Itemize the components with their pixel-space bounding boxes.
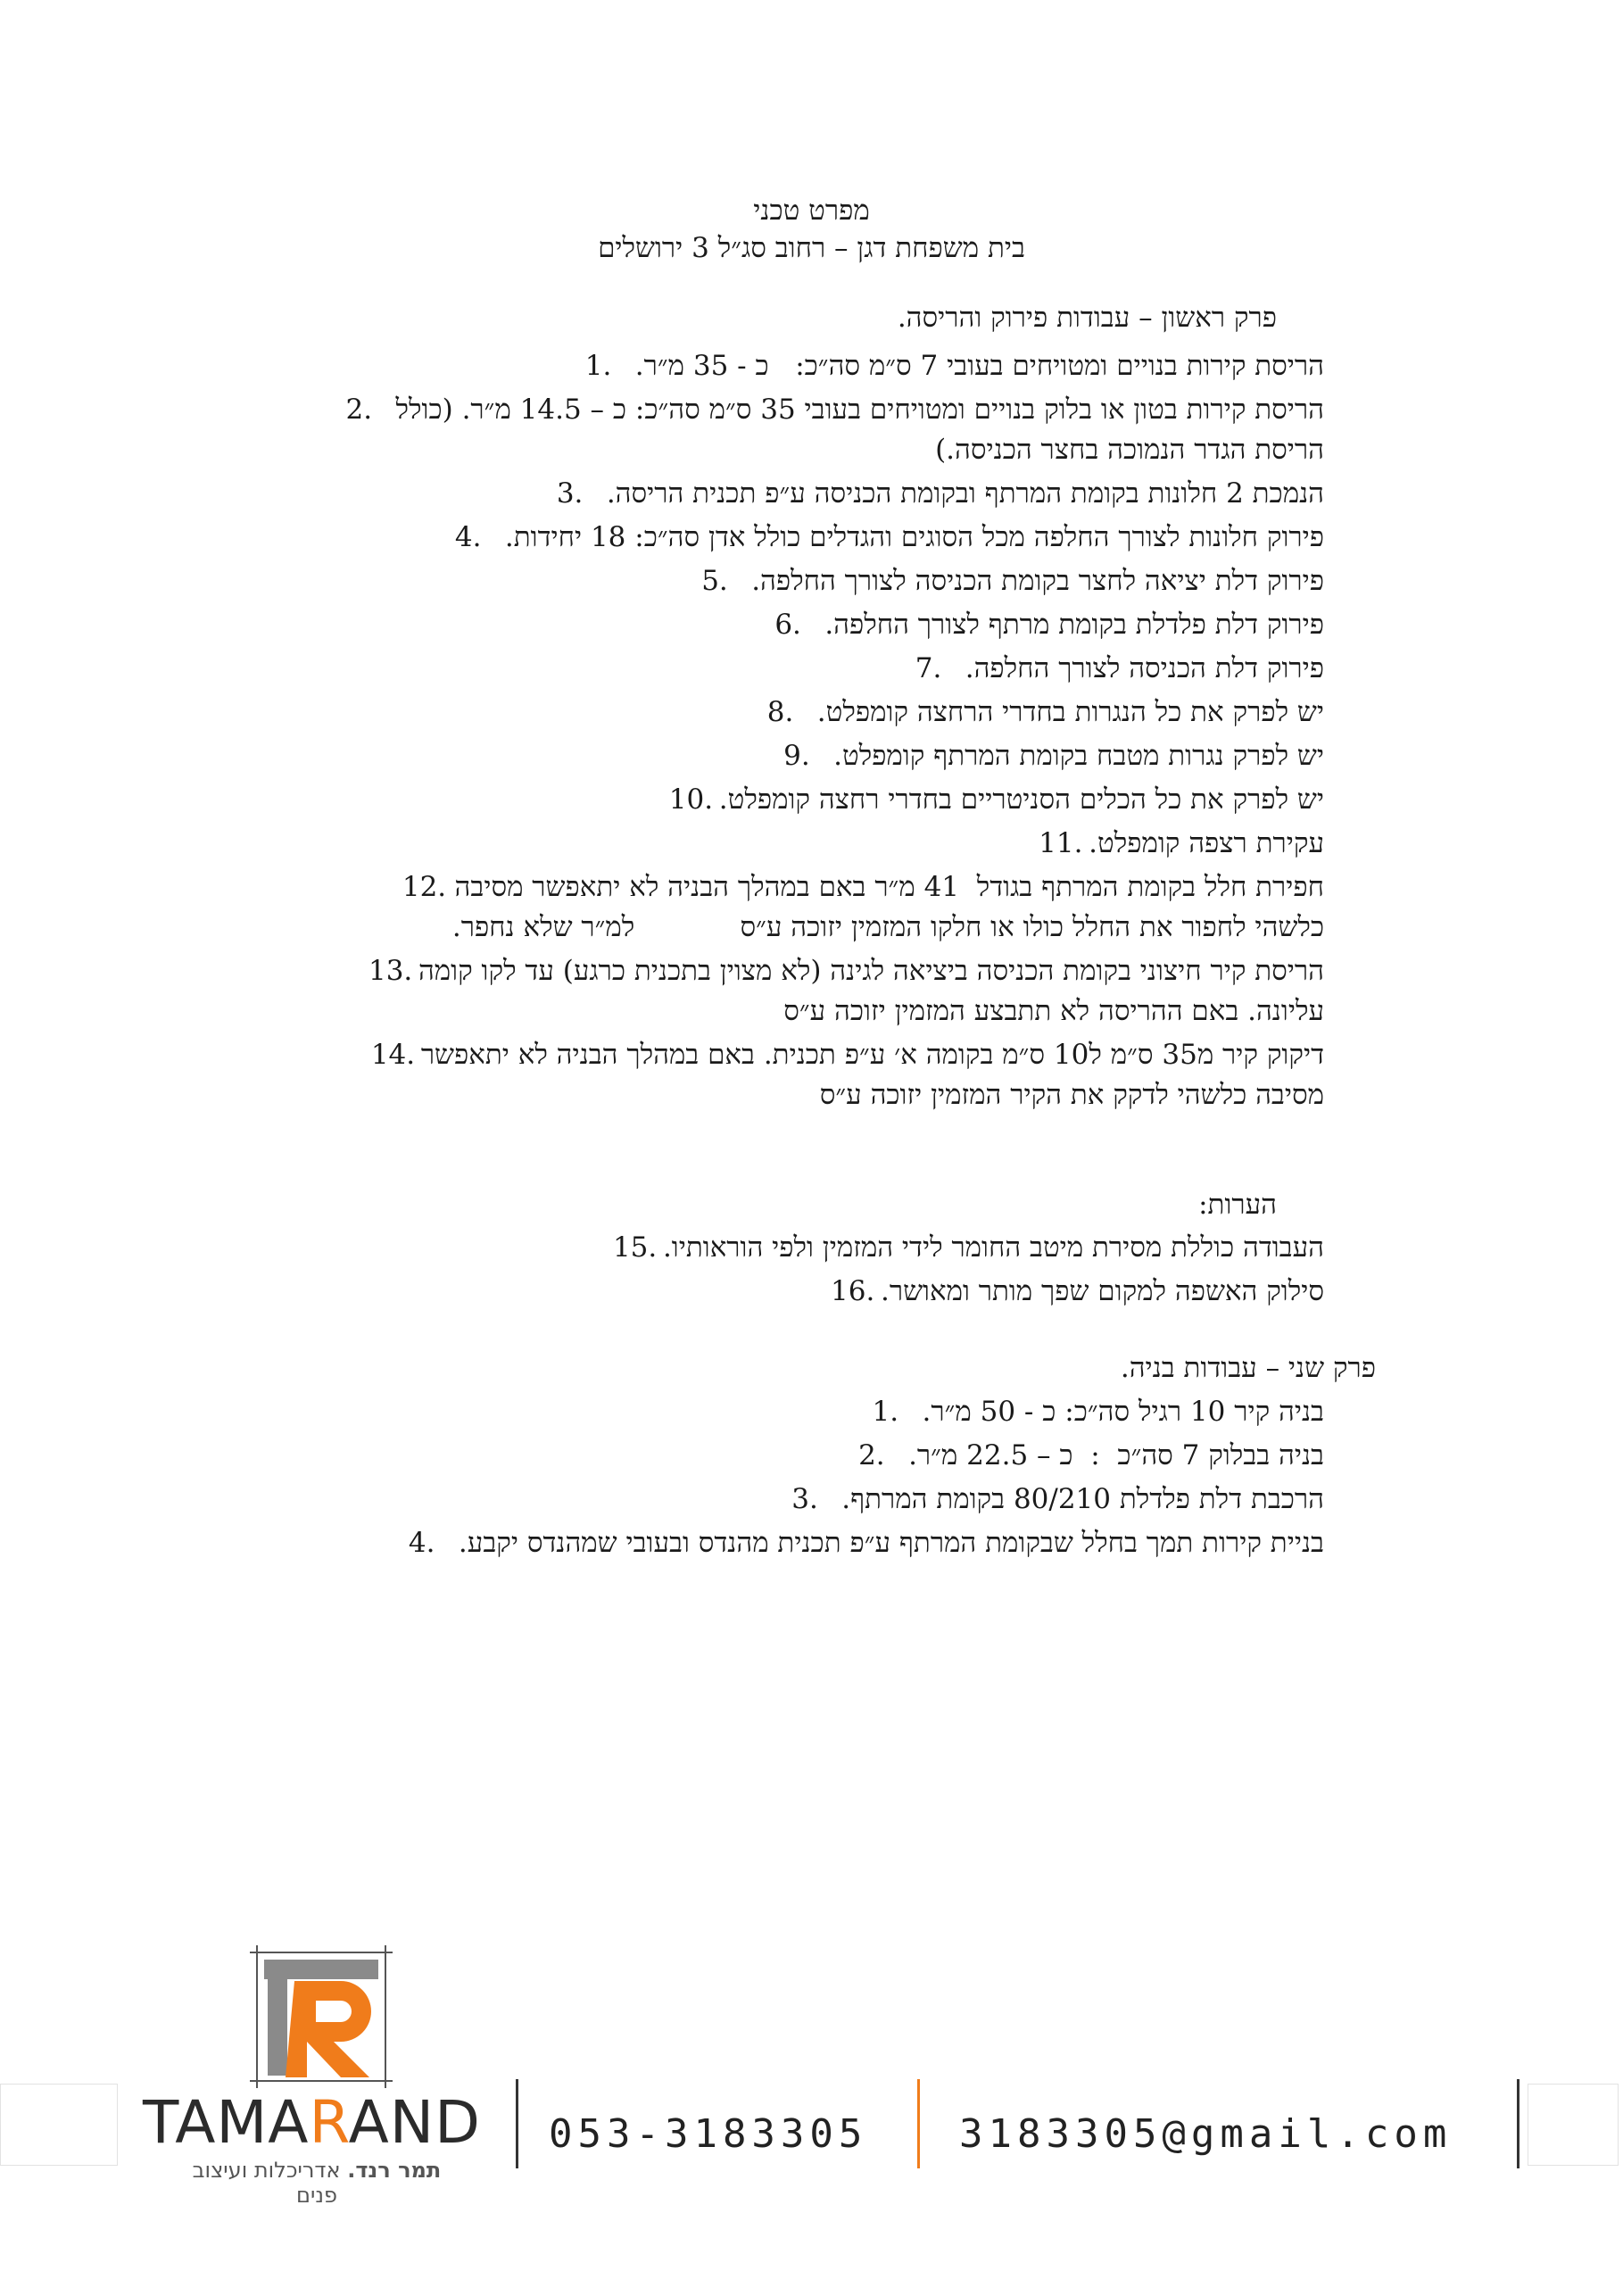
list-item-number: 8. (766, 696, 794, 728)
section2-heading: פרק שני – עבודות בניה. (1120, 1352, 1376, 1384)
list-item-number: 4. (408, 1527, 435, 1559)
list-item-text (1089, 824, 1324, 864)
list-item (774, 605, 1324, 645)
list-item (858, 1436, 1324, 1476)
list-item-text (421, 1035, 1324, 1115)
list-item-text (452, 867, 1324, 948)
list-item (346, 390, 1324, 470)
brand-text-r: R (309, 2088, 349, 2157)
list-item (915, 649, 1324, 689)
list-item-number: 14. (370, 1039, 416, 1071)
list-item-line: בניה קיר 10 רגיל סה״כ: כ - 50 מ״ר. (922, 1396, 1324, 1428)
list-item (767, 692, 1324, 733)
list-item-text (505, 518, 1324, 558)
list-item (701, 561, 1324, 601)
list-item (455, 518, 1324, 558)
list-item-number: 2. (345, 394, 373, 426)
list-item-text (841, 1480, 1324, 1520)
list-item-line: בניה בבלוק 7 סה״כ : כ – 22.5 מ״ר. (908, 1439, 1324, 1471)
list-item-line: עקירת רצפה קומפלט. (1089, 827, 1324, 859)
brand-text-left: TAMA (143, 2088, 310, 2157)
list-item-text (635, 346, 1324, 386)
section2-list (4, 1392, 1324, 1571)
list-item-text (965, 649, 1324, 689)
list-item-number: 7. (915, 652, 942, 684)
list-item-text (824, 605, 1324, 645)
list-item-line: הריסת קיר חיצוני בקומת הכניסה ביציאה לגינה (לא מצוין בתכנית כרגע) עד לקו קומה (418, 955, 1324, 987)
grid-decoration-left (0, 2084, 118, 2166)
section1-list (4, 346, 1324, 1111)
list-item-text (719, 780, 1324, 820)
document-title: מפרט טכני (753, 195, 870, 227)
list-item-text (751, 561, 1324, 601)
list-item-line: הרכבת דלת פלדלת 80/210 בקומת המרתף. (841, 1483, 1324, 1515)
list-item (873, 1392, 1324, 1432)
document-subtitle: בית משפחת דגן – רחוב סג״ל 3 ירושלים (598, 232, 1025, 264)
brand-wordmark (143, 2088, 481, 2157)
list-item-number: 10. (668, 783, 714, 816)
list-item-line: בניית קירות תמך בחלל שבקומת המרתף ע״פ תכנית מהנדס ובעובי שמהנדס יקבע. (458, 1527, 1324, 1559)
list-item-line: יש לפרק נגרות מטבח בקומת המרתף קומפלט. (833, 740, 1324, 772)
list-item-line: פירוק דלת יציאה לחצר בקומת הכניסה לצורך החלפה. (751, 565, 1324, 597)
section1-heading: פרק ראשון – עבודות פירוק והריסה. (897, 302, 1277, 334)
list-item-number: 5. (701, 565, 728, 597)
list-item (368, 951, 1324, 1032)
list-item (402, 867, 1324, 948)
list-item (613, 1228, 1324, 1268)
list-item-line: הריסת קירות בנויים ומטויחים בעובי 7 ס״מ סה״כ: כ - 35 מ״ר. (634, 350, 1324, 382)
list-item-text (663, 1228, 1324, 1268)
divider-1 (516, 2079, 518, 2168)
list-item (669, 780, 1324, 820)
list-item-text (881, 1272, 1324, 1312)
list-item-line: יש לפרק את כל הכלים הסניטריים בחדרי רחצה קומפלט. (718, 783, 1324, 816)
list-item-text (459, 1523, 1324, 1563)
list-item-number: 1. (872, 1396, 899, 1428)
divider-3 (1517, 2079, 1519, 2168)
list-item-number: 12. (402, 871, 447, 903)
list-item-line: מסיבה כלשהי לדקק את הקיר המזמין יזוכה ע״ס (819, 1079, 1324, 1111)
brand-tagline (174, 2158, 460, 2208)
list-item-text (396, 390, 1324, 470)
list-item-number: 11. (1039, 827, 1083, 859)
list-item-line: פירוק חלונות לצורך החלפה מכל הסוגים והגדלים כולל אדן סה״כ: 18 יחידות. (504, 521, 1324, 553)
list-item-text (607, 474, 1324, 514)
list-item-line: העבודה כוללת מסירת מיטב החומר לידי המזמין ולפי הוראותיו. (662, 1231, 1324, 1264)
list-item-number: 15. (612, 1231, 658, 1264)
list-item (1039, 824, 1324, 864)
brand-text-right: AND (348, 2088, 481, 2157)
list-item (791, 1480, 1324, 1520)
list-item-line: הריסת קירות בטון או בלוק בנויים ומטויחים בעובי 35 ס״מ סה״כ: כ – 14.5 מ״ר. (כולל (395, 394, 1324, 426)
list-item-line: עליונה. באם ההריסה לא תתבצע המזמין יזוכה ע״ס (783, 995, 1324, 1027)
list-item (557, 474, 1324, 514)
list-item-number: 3. (556, 477, 584, 510)
list-item-text (817, 692, 1324, 733)
list-item-text (833, 736, 1324, 776)
list-item-line: יש לפרק את כל הנגרות בחדרי הרחצה קומפלט. (816, 696, 1324, 728)
list-item-text (908, 1436, 1324, 1476)
list-item-line: חפירת חלל בקומת המרתף בגודל 41 מ״ר באם במהלך הבניה לא יתאפשר מסיבה (454, 871, 1324, 903)
list-item-line: הריסת הגדר הנמוכה בחצר הכניסה.) (935, 434, 1324, 466)
list-item-number: 3. (791, 1483, 818, 1515)
contact-phone: 053-3183305 (549, 2111, 868, 2157)
divider-2 (917, 2079, 920, 2168)
list-item-line: פירוק דלת פלדלת בקומת מרתף לצורך החלפה. (824, 609, 1324, 641)
list-item-line: הנמכת 2 חלונות בקומת המרתף ובקומת הכניסה ע״פ תכנית הריסה. (606, 477, 1324, 510)
list-item-line: כלשהי לחפור את החלל כולו או חלקו המזמין יזוכה ע״ס למ״ר שלא נחפר. (451, 911, 1324, 943)
list-item-line: דיקוק קיר מ35 ס״מ ל10 ס״מ בקומה א׳ ע״פ תכנית. באם במהלך הבניה לא יתאפשר (420, 1039, 1324, 1071)
notes-list (4, 1228, 1324, 1317)
list-item-number: 6. (774, 609, 801, 641)
list-item-number: 1. (584, 350, 612, 382)
tagline-rest: אדריכלות ועיצוב פנים (192, 2158, 348, 2208)
grid-decoration-right (1528, 2084, 1619, 2166)
list-item (783, 736, 1324, 776)
list-item-line: פירוק דלת הכניסה לצורך החלפה. (965, 652, 1324, 684)
list-item (371, 1035, 1324, 1115)
list-item-number: 13. (368, 955, 413, 987)
list-item-text (418, 951, 1324, 1032)
list-item (585, 346, 1324, 386)
list-item-number: 4. (454, 521, 482, 553)
notes-heading: הערות: (1198, 1189, 1277, 1221)
contact-email: 3183305@gmail.com (959, 2111, 1453, 2157)
tagline-name: תמר רנד. (347, 2158, 442, 2183)
list-item-number: 2. (858, 1439, 885, 1471)
list-item-number: 9. (783, 740, 810, 772)
list-item-text (923, 1392, 1324, 1432)
list-item-line: סילוק האשפה למקום שפך מותר ומאושר. (881, 1275, 1324, 1307)
list-item (831, 1272, 1324, 1312)
list-item-number: 16. (831, 1275, 875, 1307)
list-item (409, 1523, 1324, 1563)
